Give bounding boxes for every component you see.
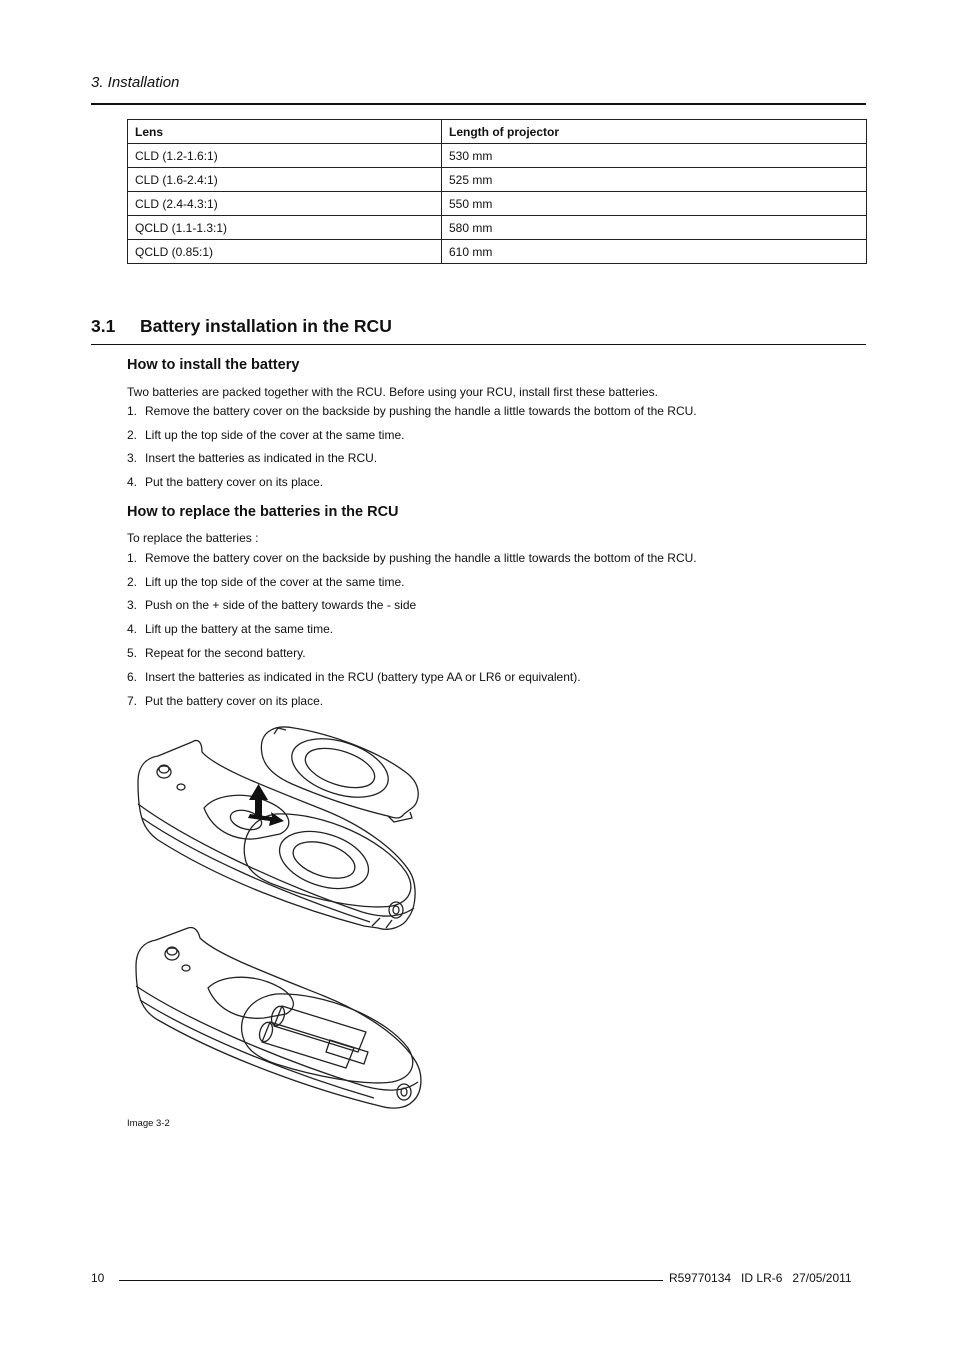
table-cell-length: 525 mm: [442, 168, 867, 192]
list-item: 5. Repeat for the second battery.: [127, 646, 306, 660]
section-title: [91, 316, 392, 337]
rcu-battery-illustration: [124, 722, 434, 1112]
table-header-row: [128, 120, 867, 144]
table-cell-length: 550 mm: [442, 192, 867, 216]
step-text: Insert the batteries as indicated in the RCU (battery type AA or LR6 or equivalent).: [145, 670, 581, 684]
battery-cover-illustration: [261, 727, 418, 822]
table-cell-lens: CLD (1.2-1.6:1): [128, 144, 442, 168]
list-item: 4. Lift up the battery at the same time.: [127, 622, 334, 636]
section-title-text: Battery installation in the RCU: [140, 316, 392, 336]
list-item: 1. Remove the battery cover on the backside by pushing the handle a little towards the bottom of the RCU.: [127, 551, 697, 565]
list-item: 2. Lift up the top side of the cover at the same time.: [127, 428, 405, 442]
install-intro: Two batteries are packed together with the RCU. Before using your RCU, install first these batteries.: [127, 385, 658, 399]
table-row: [128, 216, 867, 240]
table-row: [128, 240, 867, 264]
table-row: [128, 192, 867, 216]
list-item: 2. Lift up the top side of the cover at the same time.: [127, 575, 405, 589]
step-text: Put the battery cover on its place.: [145, 694, 324, 708]
step-text: Remove the battery cover on the backside by pushing the handle a little towards the bottom of the RCU.: [145, 551, 697, 565]
page-number: 10: [91, 1271, 105, 1285]
subheading-replace: How to replace the batteries in the RCU: [127, 504, 399, 520]
table-cell-length: 580 mm: [442, 216, 867, 240]
running-head: 3. Installation: [91, 74, 180, 91]
step-text: Remove the battery cover on the backside by pushing the handle a little towards the bottom of the RCU.: [145, 404, 697, 418]
list-item: 3. Insert the batteries as indicated in the RCU.: [127, 451, 378, 465]
table-cell-lens: QCLD (1.1-1.3:1): [128, 216, 442, 240]
table-row: [128, 168, 867, 192]
table-header-cell: Length of projector: [442, 120, 867, 144]
section-number: 3.1: [91, 316, 116, 336]
table-cell-lens: QCLD (0.85:1): [128, 240, 442, 264]
subheading-install: How to install the battery: [127, 357, 300, 373]
document-id: R59770134 ID LR-6 27/05/2011: [669, 1271, 852, 1285]
list-item: 1. Remove the battery cover on the backside by pushing the handle a little towards the bottom of the RCU.: [127, 404, 697, 418]
rcu-open-battery-compartment-illustration: [136, 927, 421, 1108]
replace-intro: To replace the batteries :: [127, 531, 259, 545]
header-rule: [91, 103, 866, 105]
section-rule: [91, 344, 866, 345]
step-text: Put the battery cover on its place.: [145, 475, 324, 489]
table-cell-length: 530 mm: [442, 144, 867, 168]
lens-length-table: [127, 119, 867, 264]
table-cell-lens: CLD (2.4-4.3:1): [128, 192, 442, 216]
table-cell-lens: CLD (1.6-2.4:1): [128, 168, 442, 192]
figure-caption: Image 3-2: [127, 1118, 170, 1129]
step-text: Push on the + side of the battery towards the - side: [145, 598, 417, 612]
step-text: Repeat for the second battery.: [145, 646, 306, 660]
list-item: 4. Put the battery cover on its place.: [127, 475, 324, 489]
step-text: Lift up the top side of the cover at the same time.: [145, 428, 405, 442]
table-row: [128, 144, 867, 168]
step-text: Lift up the top side of the cover at the same time.: [145, 575, 405, 589]
list-item: 6. Insert the batteries as indicated in the RCU (battery type AA or LR6 or equivalent).: [127, 670, 581, 684]
step-text: Insert the batteries as indicated in the RCU.: [145, 451, 378, 465]
table-cell-length: 610 mm: [442, 240, 867, 264]
rcu-with-cover-illustration: [138, 740, 415, 929]
list-item: 7. Put the battery cover on its place.: [127, 694, 324, 708]
step-text: Lift up the battery at the same time.: [145, 622, 334, 636]
footer-rule: [119, 1280, 663, 1281]
list-item: 3. Push on the + side of the battery towards the - side: [127, 598, 417, 612]
table-header-cell: Lens: [128, 120, 442, 144]
